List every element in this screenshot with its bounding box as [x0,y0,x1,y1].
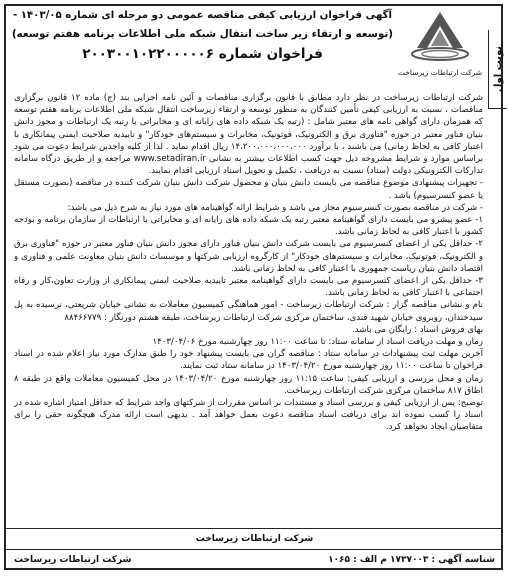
notice-header [12,6,485,88]
company-logo [395,8,485,88]
closing-note: توضیح: پس از ارزیابی کیفی و بررسی اسناد و مستندات بر اساس مقررات از شرکتهای واجد شرایط که حداقل امتیاز اشاره شده در اسناد را کسب نموده اند برای دریافت اسناد مناقصه دعوت بعمل خواهد آمد . بدیهی است ارائه مدرک هیچگونه حقی را برای متقاضیان ایجاد نخواهد کرد. [14,398,483,433]
knowledge-based-note: - تجهیزات پیشنهادی موضوع مناقصه می بایست دانش بنیان و محصول شرکت دانش بنیان شرکت کننده در مناقصه (بصورت مستقل یا عضو کنسرسیوم) باشد . [14,178,483,201]
logo-icon [405,8,475,66]
footer-bar [6,549,503,570]
tenderer-address: نام و نشانی مناقصه گزار : شرکت ارتباطات زیرساخت - امور هماهنگی کمیسیون معاملات به نشانی خیابان شریعتی، نرسیده به پل سیدخندان، روبروی خیابان شهید قندی، ساختمان مرکزی شرکت ارتباطات زیرساخت، طبقه هشتم دورنگار : ۸۸۴۶۶۷۷۹ [14,300,483,323]
requirement-item-2: ۲- حداقل یکی از اعضای کنسرسیوم می بایست شرکت دانش بنیان فناور دارای مجوز دانش بنیان فناور معتبر در حوزه "فناوری برق و الکترونیک، فوتونیک، مخابرات و سیستم‌های خودکار" از کارگروه ارزیابی شرکتها و موسسات دانش بنیان معاونت علمی و فناوری و اقتصاد دانش بنیان ریاست جمهوری با اعتبار کافی به لحاظ زمانی باشد. [14,239,483,274]
notice-footer [6,528,503,571]
notice-body [14,92,483,522]
notice-id: شناسه آگهی : ۱۷۳۷۰۰۳ م الف : ۱۰۶۵ [328,555,495,565]
title-block [12,6,393,64]
notice-subtitle: (توسعه و ارتقاء زیر ساخت انتقال شبکه ملی اطلاعات برنامه هفتم توسعه) [11,28,393,40]
first-turn-label: نوبت اول [492,45,504,93]
document-deadline: زمان و مهلت دریافت اسناد از سامانه ستاد: تا ساعت ۱۱:۰۰ روز چهارشنبه مورخ ۱۴۰۳/۰۴/۰۶ [152,337,483,348]
requirement-item-1: ۱- عضو پیشرو می بایست دارای گواهینامه معتبر رتبه یک شبکه داده های رایانه ای و مخابراتی یا ارتباطات از سازمان برنامه و بودجه کشور با اعتبار کافی به لحاظ زمانی باشد. [14,215,483,238]
logo-label: شرکت ارتباطات زیرساخت [397,68,483,77]
consortium-note: - شرکت در مناقصه بصورت کنسرسیوم مجاز می باشد و شرایط ارائه گواهینامه های مورد نیاز به شرح ذیل می باشد: [67,202,483,213]
requirement-item-3: ۳- حداقل یکی از اعضای کنسرسیوم می بایست دارای گواهینامه معتبر تاییدیه صلاحیت ایمنی پیمانکاری از وزارت تعاون،کار و رفاه اجتماعی با اعتبار کافی به لحاظ زمانی باشد. [14,276,483,299]
evaluation-time-place: زمان و محل بررسی و ارزیابی کیفی: ساعت ۱۱:۱۵ روز چهارشنبه مورخ ۱۴۰۳/۰۴/۲۰ در محل کمیسیون معاملات واقع در طبقه ۸ اطاق ۸۱۷ ساختمان مرکزی شرکت ارتباطات زیرساخت. [14,373,483,396]
first-turn-tab [488,30,507,109]
intro-paragraph: شرکت ارتباطات زیرساخت در نظر دارد مطابق با قانون برگزاری مناقصات و آئین نامه اجرایی بند (ج) ماده ۱۲ قانون برگزاری مناقصات ، نسبت به ارزیابی کیفی تأمین کنندگان به منظور توسعه و ارتقاء زیرساخت انتقال شبکه ملی اطلاعات برنامه هفتم توسعه که همزمان دارای گواهی نامه های معتبر شامل : (رتبه یک شبکه داده های رایانه ای و مخابراتی یا رتبه یک ارتباطات و مجوز دانش بنیان فناور معتبر در حوزه "فناوری برق و الکترونیک، فوتونیک، مخابرات و سیستم‌های خودکار" و تاییدیه صلاحیت ایمنی پیمانکاری با اعتبار کافی به لحاظ زمانی) می باشند ، با برآورد ۱۴،۲۰۰،۰۰۰،۰۰۰،۰۰۰ ریال اقدام نماید . لذا از کلیه واجدین شرایط دعوت می شود براساس موارد و شرایط مشروحه ذیل جهت کسب اطلاعات بیشتر به نشانی www.setadiran.ir مراجعه و از طریق درگاه سامانه تدارکات الکترونیکی دولت (ستاد) نسبت به دریافت ، تکمیل و تحویل اسناد ارزیابی اقدام نمایند. [14,93,483,177]
notice-title: آگهی فراخوان ارزیابی کیفی مناقصه عمومی دو مرحله ای شماره ۱۴۰۳/۰۵ - [12,10,393,21]
submission-deadline: آخرین مهلت ثبت پیشنهادات در سامانه ستاد : مناقصه گران می بایست پیشنهاد خود را طبق مدارک مورد نیاز اعلام شده در اسناد فراخوان تا ساعت ۱۱:۰۰ روز چهارشنبه مورخ ۱۴۰۳/۰۴/۲۰ در سامانه ستاد ثبت نمایند. [14,349,483,372]
document-price: بهای فروش اسناد : رایگان می باشد. [352,324,483,335]
footer-company: شرکت ارتباطات زیرساخت [14,555,132,565]
footer-signature: شرکت ارتباطات زیرساخت [195,534,314,544]
call-number: فراخوان شماره ۲۰۰۳۰۰۱۰۲۲۰۰۰۰۰۶ [82,46,323,62]
